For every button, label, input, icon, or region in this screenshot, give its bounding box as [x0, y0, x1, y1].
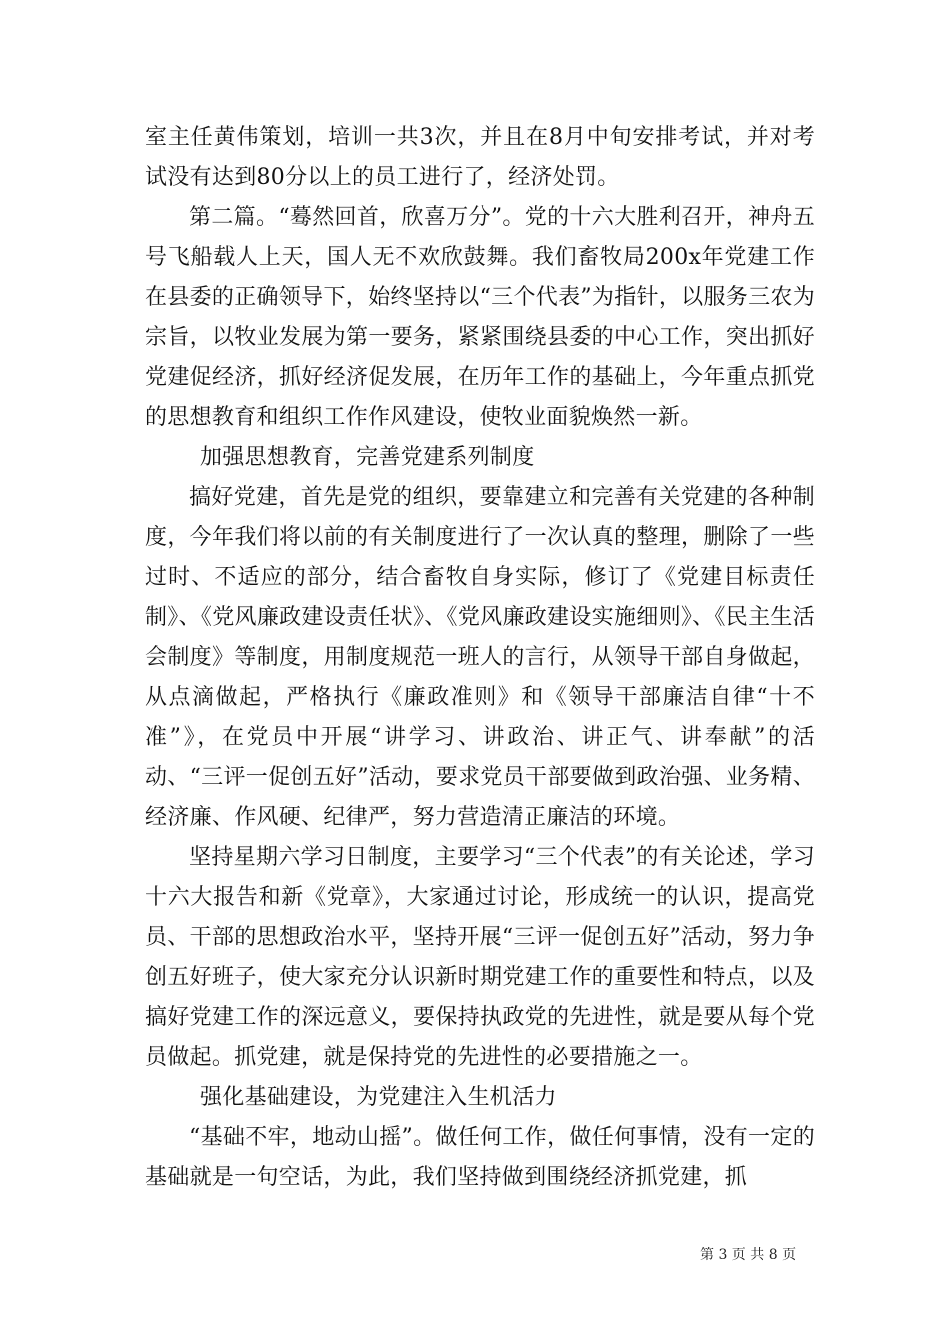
paragraph-system: 搞好党建，首先是党的组织，要靠建立和完善有关党建的各种制度，今年我们将以前的有关制度进行了一次认真的整理，删除了一些过时、不适应的部分，结合畜牧自身实际，修订了《党建目标责任制》、《党风廉政建设责任状》、《党风廉政建设实施细则》、《民主生活会制度》等制度，用制度规范一班人的言行，从领导干部自身做起，从点滴做起，严格执行《廉政准则》和《领导干部廉洁自律“十不准”》，在党员中开展“讲学习、讲政治、讲正气、讲奉献”的活动、“三评一促创五好”活动，要求党员干部要做到政治强、业务精、经济廉、作风硬、纪律严，努力营造清正廉洁的环境。 — [145, 485, 815, 830]
page-number: 第 3 页 共 8 页 — [700, 1247, 797, 1263]
section-heading-foundation: 强化基础建设，为党建注入生机活力 — [200, 1085, 557, 1110]
paragraph-foundation: “基础不牢，地动山摇”。做任何工作，做任何事情，没有一定的基础就是一句空话，为此，我们坚持做到围绕经济抓党建，抓 — [145, 1125, 815, 1190]
section-heading-ideology: 加强思想教育，完善党建系列制度 — [200, 445, 535, 470]
paragraph-intro: 第二篇。“蓦然回首，欣喜万分”。党的十六大胜利召开，神舟五号飞船载人上天，国人无不欢欣鼓舞。我们畜牧局200x年党建工作在县委的正确领导下，始终坚持以“三个代表”为指针，以服务三农为宗旨，以牧业发展为第一要务，紧紧围绕县委的中心工作，突出抓好党建促经济，抓好经济促发展，在历年工作的基础上，今年重点抓党的思想教育和组织工作作风建设，使牧业面貌焕然一新。 — [145, 205, 815, 430]
document-body — [145, 118, 815, 1198]
paragraph-continuation: 室主任黄伟策划，培训一共3次，并且在8月中旬安排考试，并对考试没有达到80分以上的员工进行了，经济处罚。 — [145, 125, 815, 190]
paragraph-study: 坚持星期六学习日制度，主要学习“三个代表”的有关论述，学习十六大报告和新《党章》，大家通过讨论，形成统一的认识，提高党员、干部的思想政治水平，坚持开展“三评一促创五好”活动，努力争创五好班子，使大家充分认识新时期党建工作的重要性和特点，以及搞好党建工作的深远意义，要保持执政党的先进性，就是要从每个党员做起。抓党建，就是保持党的先进性的必要措施之一。 — [145, 845, 815, 1070]
